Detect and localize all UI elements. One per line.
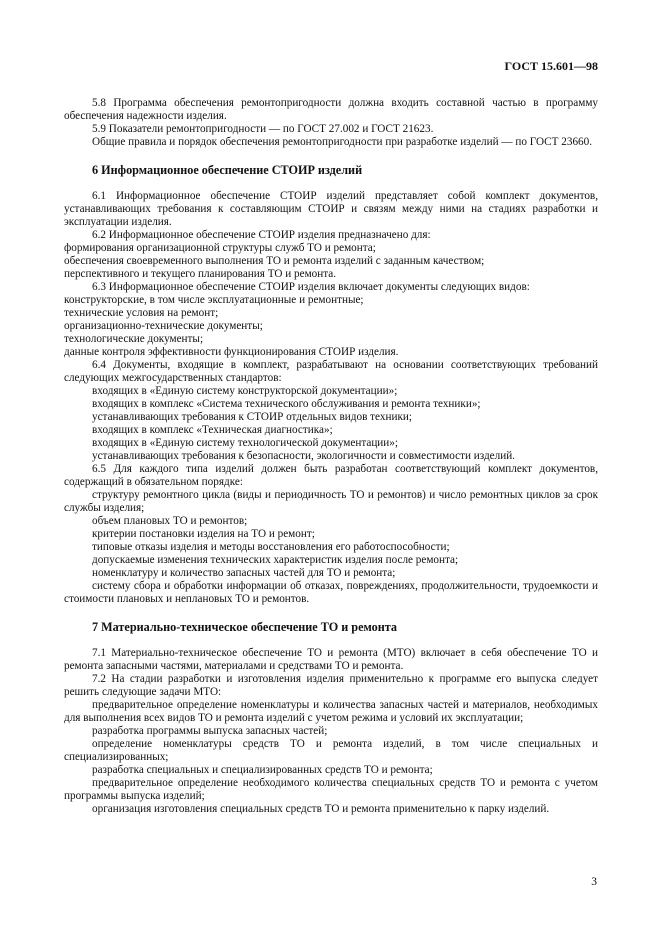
section-7-heading: 7 Материально-техническое обеспечение ТО и ремонта xyxy=(92,620,397,634)
list-item: конструкторские, в том числе эксплуатационные и ремонтные; xyxy=(64,294,364,306)
list-item: формирования организационной структуры служб ТО и ремонта; xyxy=(64,242,376,254)
paragraph-5-9-general-rules: Общие правила и порядок обеспечения ремонтопригодности при разработке изделий — по ГОСТ 23660. xyxy=(92,136,593,148)
list-item: входящих в комплекс «Техническая диагностика»; xyxy=(92,424,333,436)
document-code-header: ГОСТ 15.601—98 xyxy=(504,59,598,73)
list-item: разработка программы выпуска запасных частей; xyxy=(92,725,328,737)
list-item: структуру ремонтного цикла (виды и периодичность ТО и ремонтов) и число ремонтных циклов за срок службы изделия; xyxy=(64,489,598,514)
list-item: разработка специальных и специализированных средств ТО и ремонта; xyxy=(92,764,433,776)
list-item: организация изготовления специальных средств ТО и ремонта применительно к парку изделий. xyxy=(92,803,550,815)
list-item: технические условия на ремонт; xyxy=(64,307,219,319)
paragraph-5-9: 5.9 Показатели ремонтопригодности — по ГОСТ 27.002 и ГОСТ 21623. xyxy=(92,123,434,135)
page-content xyxy=(64,97,598,816)
list-item: данные контроля эффективности функционирования СТОИР изделия. xyxy=(64,346,399,358)
list-item: определение номенклатуры средств ТО и ремонта изделий, в том числе специальных и специализированных; xyxy=(64,738,598,763)
list-item: систему сбора и обработки информации об отказах, повреждениях, продолжительности, трудоемкости и стоимости плановых и неплановых ТО и ремонтов. xyxy=(64,580,598,605)
paragraph-7-1: 7.1 Материально-техническое обеспечение ТО и ремонта (МТО) включает в себя обеспечение ТО и ремонта запасными частями, материалами и средствами ТО и ремонта. xyxy=(64,647,598,672)
list-item: организационно-технические документы; xyxy=(64,320,263,332)
list-item: типовые отказы изделия и методы восстановления его работоспособности; xyxy=(92,541,450,553)
page-number: 3 xyxy=(591,876,597,888)
list-item: обеспечения своевременного выполнения ТО и ремонта изделий с заданным качеством; xyxy=(64,255,485,267)
list-item: допускаемые изменения технических характеристик изделия после ремонта; xyxy=(92,554,459,566)
paragraph-6-3: 6.3 Информационное обеспечение СТОИР изделия включает документы следующих видов: xyxy=(92,281,530,293)
list-item: номенклатуру и количество запасных частей для ТО и ремонта; xyxy=(92,567,396,579)
section-6-heading: 6 Информационное обеспечение СТОИР изделий xyxy=(92,163,363,177)
paragraph-6-2: 6.2 Информационное обеспечение СТОИР изделия предназначено для: xyxy=(92,229,431,241)
list-item: объем плановых ТО и ремонтов; xyxy=(92,515,248,527)
paragraph-6-5: 6.5 Для каждого типа изделий должен быть разработан соответствующий комплект документов, содержащий в обязательном порядке: xyxy=(64,463,598,488)
list-item: входящих в «Единую систему конструкторской документации»; xyxy=(92,385,398,397)
list-item: критерии постановки изделия на ТО и ремонт; xyxy=(92,528,315,540)
list-item: предварительное определение необходимого количества специальных средств ТО и ремонта с учетом программы выпуска изделий; xyxy=(64,777,598,802)
list-item: входящих в «Единую систему технологической документации»; xyxy=(92,437,398,449)
list-item: входящих в комплекс «Система технического обслуживания и ремонта техники»; xyxy=(92,398,481,410)
list-item: технологические документы; xyxy=(64,333,204,345)
list-item: предварительное определение номенклатуры и количества запасных частей и материалов, необходимых для выполнения всех видов ТО и ремонта изделий с учетом режима и условий их эксплуатации; xyxy=(64,699,598,724)
list-item: устанавливающих требования к безопасности, экологичности и совместимости изделий. xyxy=(92,450,515,462)
paragraph-7-2: 7.2 На стадии разработки и изготовления изделия применительно к программе его выпуска следует решить следующие задачи МТО: xyxy=(64,673,598,698)
paragraph-6-1: 6.1 Информационное обеспечение СТОИР изделий представляет собой комплект документов, устанавливающих требования к составляющим СТОИР и связям между ними на стадиях разработки и эксплуатации изделия. xyxy=(64,190,598,228)
paragraph-6-4: 6.4 Документы, входящие в комплект, разрабатывают на основании соответствующих требований следующих межгосударственных стандартов: xyxy=(64,359,598,384)
paragraph-5-8: 5.8 Программа обеспечения ремонтопригодности должна входить составной частью в программу обеспечения надежности изделия. xyxy=(64,97,598,122)
list-item: перспективного и текущего планирования ТО и ремонта. xyxy=(64,268,337,280)
list-item: устанавливающих требования к СТОИР отдельных видов техники; xyxy=(92,411,412,423)
